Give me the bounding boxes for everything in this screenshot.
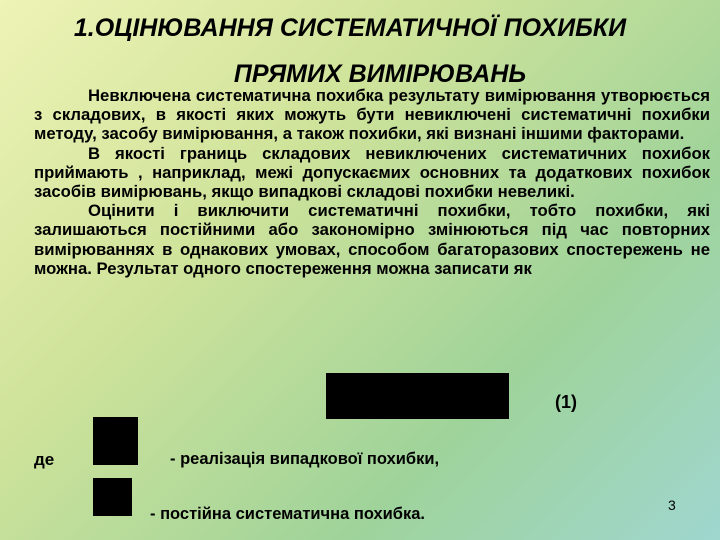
paragraph-3: Оцінити і виключити систематичні похибки, тобто похибки, які залишаються постійними або закономірно змінюються під час повторних вимірюваннях в однакових умовах, способом багаторазових спостережень не можна. Результат одного спостереження можна записати як (34, 201, 710, 278)
systematic-error-symbol-image (93, 478, 132, 516)
slide-title-line2: ПРЯМИХ ВИМІРЮВАНЬ (233, 60, 527, 88)
slide-body (34, 86, 710, 278)
paragraph-2: В якості границь складових невиключених систематичних похибок приймають , наприклад, межі допускаємих основних та додаткових похибок засобів вимірювань, якщо випадкові складові похибки невеликі. (34, 143, 710, 202)
equation-number: (1) (555, 392, 577, 412)
paragraph-1: Невключена систематична похибка результату вимірювання утворюється з складових, в якості яких можуть бути невиключені систематичні похибки методу, засобу вимірювання, а також похибки, які визнані іншими факторами. (34, 86, 710, 144)
definition-random-error: - реалізація випадкової похибки, (170, 450, 440, 468)
equation-image (326, 373, 509, 419)
page-number: 3 (668, 497, 676, 513)
definition-systematic-error: - постійна систематична похибка. (150, 505, 426, 523)
slide-title-line1: 1.ОЦІНЮВАННЯ СИСТЕМАТИЧНОЇ ПОХИБКИ (73, 14, 627, 42)
where-label: де (34, 450, 55, 469)
random-error-symbol-image (93, 417, 138, 465)
